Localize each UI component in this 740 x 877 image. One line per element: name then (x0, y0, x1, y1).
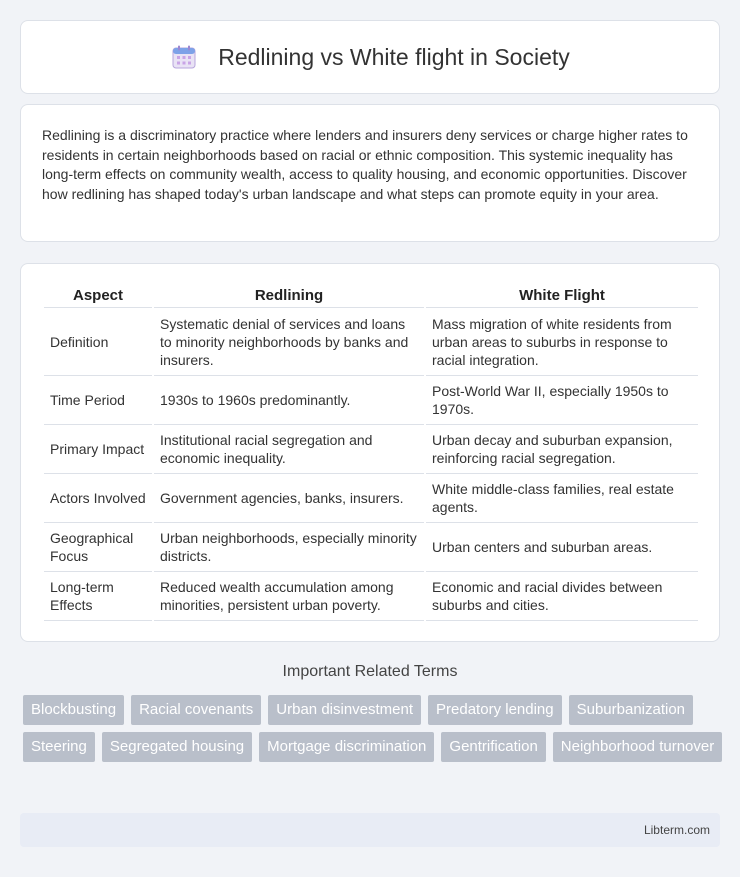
tag-urban-disinvestment[interactable]: Urban disinvestment (268, 695, 421, 725)
cell-redlining: 1930s to 1960s predominantly. (154, 376, 424, 425)
header-white-flight: White Flight (426, 284, 698, 308)
cell-redlining: Systematic denial of services and loans to minority neighborhoods by banks and insurers. (154, 308, 424, 376)
tag-mortgage-discrimination[interactable]: Mortgage discrimination (259, 732, 434, 762)
table-row (44, 376, 698, 425)
related-terms-title: Important Related Terms (282, 663, 458, 680)
cell-white-flight: Urban centers and suburban areas. (426, 523, 698, 572)
cell-aspect: Actors Involved (44, 474, 152, 523)
cell-white-flight: Mass migration of white residents from urban areas to suburbs in response to racial integration. (426, 308, 698, 376)
intro-card (20, 104, 720, 242)
tag-predatory-lending[interactable]: Predatory lending (428, 695, 562, 725)
comparison-card (20, 263, 720, 642)
calendar-icon (170, 43, 198, 71)
header-redlining: Redlining (154, 284, 424, 308)
table-row (44, 572, 698, 621)
tag-suburbanization[interactable]: Suburbanization (569, 695, 693, 725)
tag-blockbusting[interactable]: Blockbusting (23, 695, 124, 725)
tag-neighborhood-turnover[interactable]: Neighborhood turnover (553, 732, 722, 762)
comparison-table (42, 284, 700, 621)
table-row (44, 474, 698, 523)
cell-aspect: Definition (44, 308, 152, 376)
header-aspect: Aspect (44, 284, 152, 308)
cell-redlining: Institutional racial segregation and economic inequality. (154, 425, 424, 474)
related-terms-list (23, 695, 723, 762)
intro-text: Redlining is a discriminatory practice where lenders and insurers deny services or charge higher rates to residents in certain neighborhoods based on racial or ethnic composition. This systemic inequality has long-term effects on community wealth, access to quality housing, and economic opportunities. Discover how redlining has shaped today's urban landscape and what steps can promote equity in your area. (42, 127, 688, 202)
cell-white-flight: White middle-class families, real estate agents. (426, 474, 698, 523)
cell-aspect: Long-term Effects (44, 572, 152, 621)
page-title: Redlining vs White flight in Society (218, 43, 570, 70)
table-row (44, 308, 698, 376)
cell-white-flight: Urban decay and suburban expansion, reinforcing racial segregation. (426, 425, 698, 474)
tag-steering[interactable]: Steering (23, 732, 95, 762)
table-header-row (44, 284, 698, 308)
table-row (44, 425, 698, 474)
footer-link[interactable]: Libterm.com (643, 823, 710, 837)
table-row (44, 523, 698, 572)
cell-aspect: Geographical Focus (44, 523, 152, 572)
cell-aspect: Time Period (44, 376, 152, 425)
tag-segregated-housing[interactable]: Segregated housing (102, 732, 252, 762)
cell-redlining: Government agencies, banks, insurers. (154, 474, 424, 523)
cell-aspect: Primary Impact (44, 425, 152, 474)
cell-white-flight: Economic and racial divides between suburbs and cities. (426, 572, 698, 621)
header-card (20, 20, 720, 94)
tag-gentrification[interactable]: Gentrification (441, 732, 545, 762)
cell-redlining: Urban neighborhoods, especially minority districts. (154, 523, 424, 572)
tag-racial-covenants[interactable]: Racial covenants (131, 695, 261, 725)
cell-redlining: Reduced wealth accumulation among minorities, persistent urban poverty. (154, 572, 424, 621)
footer (20, 813, 720, 847)
cell-white-flight: Post-World War II, especially 1950s to 1970s. (426, 376, 698, 425)
